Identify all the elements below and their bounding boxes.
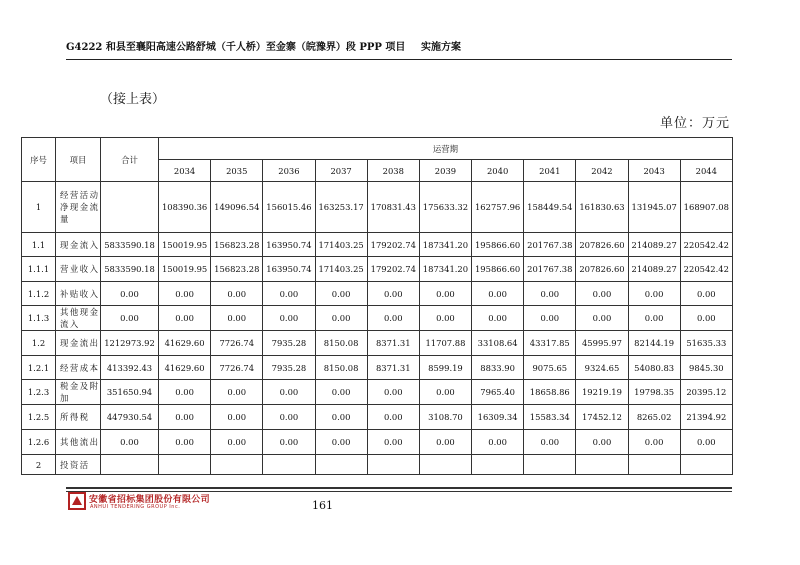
row-value: 9075.65 <box>524 356 576 380</box>
row-value: 0.00 <box>628 282 680 306</box>
row-value: 171403.25 <box>315 257 367 282</box>
row-value: 150019.95 <box>159 233 211 257</box>
row-value <box>576 455 628 475</box>
page-header <box>66 38 732 53</box>
row-value <box>211 455 263 475</box>
row-value: 220542.42 <box>680 233 732 257</box>
row-value: 0.00 <box>263 306 315 331</box>
row-value: 201767.38 <box>524 257 576 282</box>
header-year: 2035 <box>211 160 263 182</box>
row-value: 8371.31 <box>367 331 419 356</box>
row-value: 82144.19 <box>628 331 680 356</box>
row-value: 0.00 <box>576 282 628 306</box>
row-total: 5833590.18 <box>101 257 159 282</box>
row-value <box>315 455 367 475</box>
header-year: 2036 <box>263 160 315 182</box>
row-value: 0.00 <box>159 405 211 430</box>
row-value: 187341.20 <box>419 257 471 282</box>
row-item: 经营成本 <box>56 356 101 380</box>
header-year: 2034 <box>159 160 211 182</box>
row-value: 0.00 <box>524 306 576 331</box>
row-value <box>680 455 732 475</box>
row-value: 0.00 <box>524 282 576 306</box>
row-total: 0.00 <box>101 430 159 455</box>
table-row <box>22 182 733 233</box>
row-value: 9845.30 <box>680 356 732 380</box>
row-value: 0.00 <box>419 430 471 455</box>
table-row <box>22 430 733 455</box>
row-value: 201767.38 <box>524 233 576 257</box>
row-value: 131945.07 <box>628 182 680 233</box>
row-value: 0.00 <box>315 430 367 455</box>
row-item: 经营活动净现金流量 <box>56 182 101 233</box>
row-value: 0.00 <box>524 430 576 455</box>
row-value: 195866.60 <box>472 233 524 257</box>
row-value: 0.00 <box>367 405 419 430</box>
row-value <box>419 455 471 475</box>
row-seq: 1.1.2 <box>22 282 56 306</box>
row-value <box>263 455 315 475</box>
row-value: 21394.92 <box>680 405 732 430</box>
row-value: 195866.60 <box>472 257 524 282</box>
header-year: 2044 <box>680 160 732 182</box>
row-value: 33108.64 <box>472 331 524 356</box>
row-value: 8265.02 <box>628 405 680 430</box>
row-value: 11707.88 <box>419 331 471 356</box>
row-value: 0.00 <box>211 306 263 331</box>
row-total: 0.00 <box>101 306 159 331</box>
row-total: 447930.54 <box>101 405 159 430</box>
row-value: 171403.25 <box>315 233 367 257</box>
company-logo <box>68 491 248 511</box>
cash-flow-table <box>21 137 733 475</box>
row-value: 156823.28 <box>211 257 263 282</box>
footer-divider <box>66 487 732 489</box>
header-year: 2038 <box>367 160 419 182</box>
row-value: 163253.17 <box>315 182 367 233</box>
unit-label: 单位：万元 <box>659 116 730 131</box>
row-value: 0.00 <box>159 306 211 331</box>
row-value: 8599.19 <box>419 356 471 380</box>
row-total <box>101 182 159 233</box>
row-value: 179202.74 <box>367 233 419 257</box>
header-year: 2041 <box>524 160 576 182</box>
row-total <box>101 455 159 475</box>
company-logo-icon <box>68 492 86 510</box>
row-value: 168907.08 <box>680 182 732 233</box>
row-item: 其他流出 <box>56 430 101 455</box>
header-year: 2039 <box>419 160 471 182</box>
row-value: 7726.74 <box>211 356 263 380</box>
row-value: 108390.36 <box>159 182 211 233</box>
row-value: 161830.63 <box>576 182 628 233</box>
row-item: 现金流出 <box>56 331 101 356</box>
header-total: 合计 <box>101 138 159 182</box>
row-value: 0.00 <box>367 430 419 455</box>
row-item: 所得税 <box>56 405 101 430</box>
header-year: 2043 <box>628 160 680 182</box>
row-value: 0.00 <box>159 380 211 405</box>
row-value: 163950.74 <box>263 257 315 282</box>
row-value: 7726.74 <box>211 331 263 356</box>
row-value: 41629.60 <box>159 356 211 380</box>
row-value: 0.00 <box>419 282 471 306</box>
table-row <box>22 282 733 306</box>
row-value: 17452.12 <box>576 405 628 430</box>
row-value: 0.00 <box>419 380 471 405</box>
row-total: 413392.43 <box>101 356 159 380</box>
row-total: 351650.94 <box>101 380 159 405</box>
row-value: 170831.43 <box>367 182 419 233</box>
table-row <box>22 380 733 405</box>
table-row <box>22 405 733 430</box>
row-value: 0.00 <box>472 306 524 331</box>
row-value: 45995.97 <box>576 331 628 356</box>
row-value: 0.00 <box>576 430 628 455</box>
table-row <box>22 306 733 331</box>
row-value: 150019.95 <box>159 257 211 282</box>
row-value: 51635.33 <box>680 331 732 356</box>
header-item: 项目 <box>56 138 101 182</box>
row-value: 0.00 <box>159 282 211 306</box>
row-value: 179202.74 <box>367 257 419 282</box>
row-value <box>524 455 576 475</box>
row-value: 0.00 <box>367 306 419 331</box>
row-seq: 1.2.6 <box>22 430 56 455</box>
row-value: 20395.12 <box>680 380 732 405</box>
row-value: 163950.74 <box>263 233 315 257</box>
row-value <box>367 455 419 475</box>
header-operation-period: 运营期 <box>159 138 733 160</box>
row-value: 18658.86 <box>524 380 576 405</box>
row-value: 8833.90 <box>472 356 524 380</box>
row-value: 0.00 <box>367 282 419 306</box>
document-title: G4222 和县至襄阳高速公路舒城（千人桥）至金寨（皖豫界）段 PPP 项目 <box>66 42 406 53</box>
row-value: 8150.08 <box>315 356 367 380</box>
row-value: 0.00 <box>367 380 419 405</box>
row-value <box>159 455 211 475</box>
row-value: 0.00 <box>680 430 732 455</box>
header-seq: 序号 <box>22 138 56 182</box>
row-seq: 1.2.3 <box>22 380 56 405</box>
row-seq: 1.2.5 <box>22 405 56 430</box>
row-value: 8371.31 <box>367 356 419 380</box>
row-value: 175633.32 <box>419 182 471 233</box>
row-value: 0.00 <box>263 380 315 405</box>
row-value: 0.00 <box>315 282 367 306</box>
header-year: 2040 <box>472 160 524 182</box>
section-title: 实施方案 <box>421 42 461 53</box>
row-value: 19798.35 <box>628 380 680 405</box>
row-value: 3108.70 <box>419 405 471 430</box>
row-value: 15583.34 <box>524 405 576 430</box>
page-number: 161 <box>312 499 333 512</box>
row-value: 158449.54 <box>524 182 576 233</box>
row-value: 9324.65 <box>576 356 628 380</box>
row-value: 0.00 <box>159 430 211 455</box>
row-value: 214089.27 <box>628 257 680 282</box>
row-item: 营业收入 <box>56 257 101 282</box>
row-seq: 1.1.1 <box>22 257 56 282</box>
table-row <box>22 331 733 356</box>
row-value: 0.00 <box>211 405 263 430</box>
table-row <box>22 455 733 475</box>
row-value: 149096.54 <box>211 182 263 233</box>
row-value <box>628 455 680 475</box>
table-row <box>22 356 733 380</box>
header-year: 2042 <box>576 160 628 182</box>
row-value: 156823.28 <box>211 233 263 257</box>
row-value: 0.00 <box>472 282 524 306</box>
row-value: 0.00 <box>211 430 263 455</box>
row-value: 187341.20 <box>419 233 471 257</box>
continued-label: （接上表） <box>100 92 166 107</box>
row-value: 0.00 <box>315 306 367 331</box>
row-value: 0.00 <box>315 380 367 405</box>
row-value: 19219.19 <box>576 380 628 405</box>
row-item: 投资活 <box>56 455 101 475</box>
row-value: 0.00 <box>628 306 680 331</box>
row-value: 0.00 <box>263 430 315 455</box>
row-seq: 1.2 <box>22 331 56 356</box>
row-total: 1212973.92 <box>101 331 159 356</box>
row-value: 7965.40 <box>472 380 524 405</box>
row-value: 0.00 <box>263 405 315 430</box>
row-seq: 1.1.3 <box>22 306 56 331</box>
row-item: 其他现金流入 <box>56 306 101 331</box>
row-total: 0.00 <box>101 282 159 306</box>
row-item: 税金及附加 <box>56 380 101 405</box>
row-seq: 1 <box>22 182 56 233</box>
row-value: 0.00 <box>419 306 471 331</box>
row-value: 207826.60 <box>576 233 628 257</box>
row-seq: 1.2.1 <box>22 356 56 380</box>
row-value: 0.00 <box>628 430 680 455</box>
row-value: 220542.42 <box>680 257 732 282</box>
row-value: 43317.85 <box>524 331 576 356</box>
row-total: 5833590.18 <box>101 233 159 257</box>
row-value: 0.00 <box>315 405 367 430</box>
row-value: 7935.28 <box>263 356 315 380</box>
row-value: 0.00 <box>680 282 732 306</box>
row-value: 16309.34 <box>472 405 524 430</box>
row-seq: 1.1 <box>22 233 56 257</box>
table-row <box>22 257 733 282</box>
row-value: 0.00 <box>680 306 732 331</box>
row-item: 补贴收入 <box>56 282 101 306</box>
row-value: 214089.27 <box>628 233 680 257</box>
company-name-en: ANHUI TENDERING GROUP Inc. <box>90 504 181 510</box>
row-value: 7935.28 <box>263 331 315 356</box>
row-seq: 2 <box>22 455 56 475</box>
row-value: 0.00 <box>263 282 315 306</box>
row-value: 0.00 <box>576 306 628 331</box>
row-value: 0.00 <box>472 430 524 455</box>
table-row <box>22 233 733 257</box>
header-divider <box>66 59 732 60</box>
row-value: 207826.60 <box>576 257 628 282</box>
row-value: 8150.08 <box>315 331 367 356</box>
company-name: 安徽省招标集团股份有限公司 <box>89 495 210 505</box>
row-value: 41629.60 <box>159 331 211 356</box>
row-value: 0.00 <box>211 380 263 405</box>
row-value: 162757.96 <box>472 182 524 233</box>
row-value: 0.00 <box>211 282 263 306</box>
row-item: 现金流入 <box>56 233 101 257</box>
row-value: 156015.46 <box>263 182 315 233</box>
row-value <box>472 455 524 475</box>
header-year: 2037 <box>315 160 367 182</box>
row-value: 54080.83 <box>628 356 680 380</box>
